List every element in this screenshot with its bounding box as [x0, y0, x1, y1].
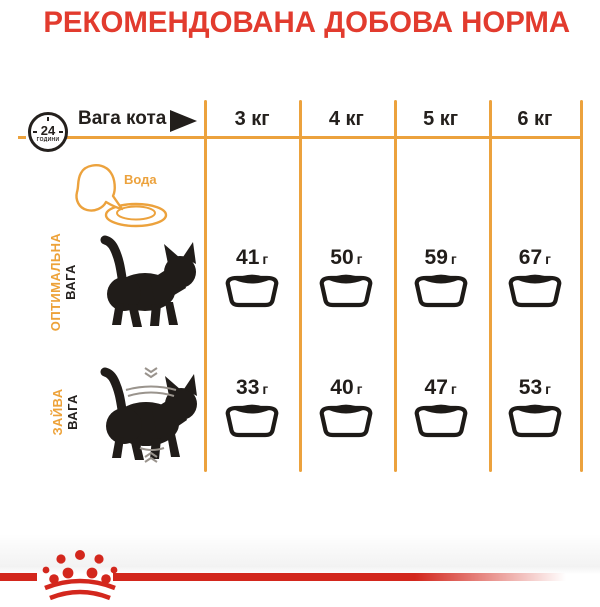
portion-cell: 33 г: [205, 376, 299, 438]
water-icon: [68, 162, 178, 232]
overweight-cat-silhouette-icon: [90, 360, 208, 471]
food-bowl-icon: [318, 274, 374, 308]
portion-cell: 59 г: [394, 246, 488, 308]
portion-cell: 47 г: [394, 376, 488, 438]
water-label: Вода: [124, 172, 157, 187]
food-bowl-icon: [413, 274, 469, 308]
food-bowl-icon: [507, 274, 563, 308]
column-header: 4 кг: [328, 107, 364, 130]
portion-cell: 40 г: [299, 376, 393, 438]
arrow-right-icon: [170, 110, 197, 132]
column-header: 5 кг: [423, 107, 459, 130]
column-header: 3 кг: [234, 107, 270, 130]
food-bowl-icon: [413, 404, 469, 438]
food-bowl-icon: [318, 404, 374, 438]
weight-columns-header: [205, 104, 582, 134]
royal-canin-crown-logo: [38, 546, 122, 607]
page-title: РЕКОМЕНДОВАНА ДОБОВА НОРМА: [43, 6, 571, 39]
food-bowl-icon: [224, 404, 280, 438]
cat-weight-label: Вага кота: [78, 108, 167, 129]
food-bowl-icon: [507, 404, 563, 438]
excess-weight-portions-row: [205, 376, 582, 438]
footer-red-line-left: [0, 573, 37, 581]
portion-cell: 53 г: [488, 376, 582, 438]
row-label-excess-weight: ЗАЙВА ВАГА: [50, 388, 80, 436]
portion-cell: 67 г: [488, 246, 582, 308]
clock-24h-icon: [28, 112, 68, 152]
clock-tick: [59, 131, 63, 133]
header-divider-line: [64, 136, 583, 139]
clock-hours-unit: ГОДИНИ: [36, 136, 60, 143]
portion-cell: 50 г: [299, 246, 393, 308]
clock-hours: 24: [40, 122, 56, 138]
footer-red-line-right: [113, 573, 600, 581]
column-header: 6 кг: [517, 107, 553, 130]
portion-cell: 41 г: [205, 246, 299, 308]
clock-left-dash: [18, 136, 26, 139]
clock-tick: [47, 117, 49, 121]
cat-silhouette-icon: [90, 232, 208, 339]
food-bowl-icon: [224, 274, 280, 308]
optimal-weight-portions-row: [205, 246, 582, 308]
clock-tick: [33, 131, 37, 133]
row-label-optimal-weight: ОПТИМАЛЬНА ВАГА: [48, 232, 78, 332]
